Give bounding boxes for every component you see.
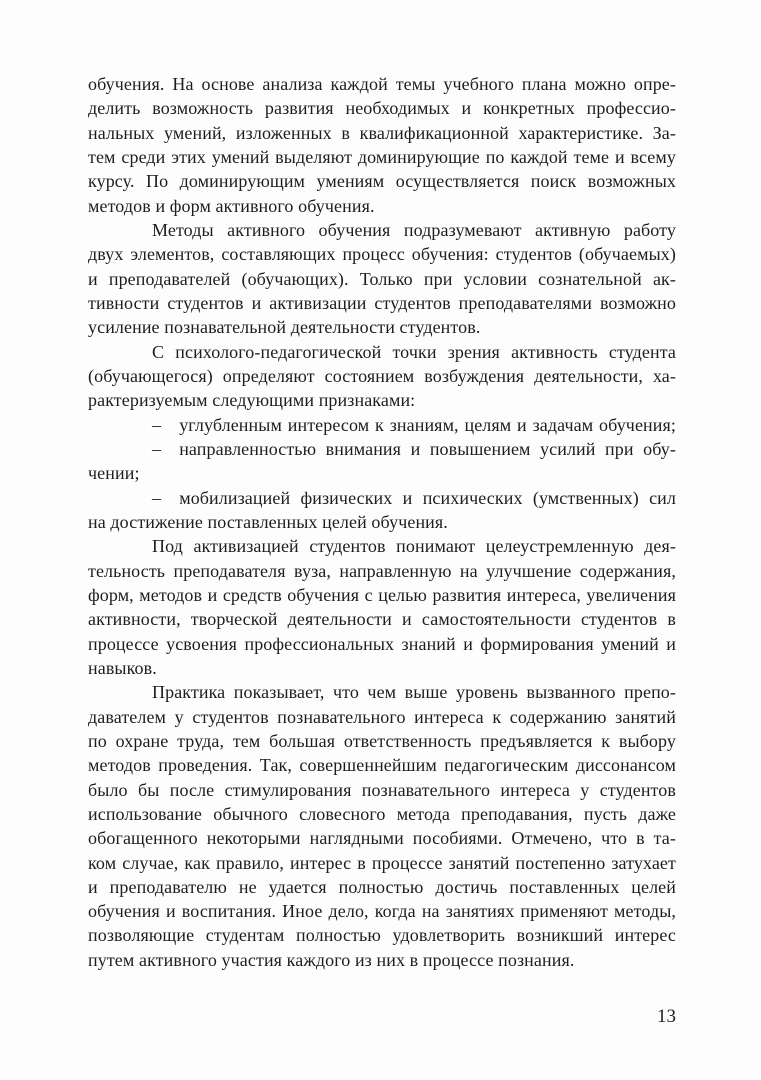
page-text [88,72,676,972]
text-line: Под активизацией студентов понимают целеустремленную дея- [152,536,676,557]
text-line: форм, методов и средств обучения с целью развития интереса, увеличения [88,584,676,605]
text-line: (обучающегося) определяют состоянием возбуждения деятельности, ха- [88,365,676,386]
text-line: обогащенного некоторыми наглядными пособиями. Отмечено, что в та- [88,828,676,849]
text-line: позволяющие студентам полностью удовлетворить возникший интерес [88,925,676,946]
text-line: давателем у студентов познавательного интереса к содержанию занятий [88,706,676,727]
text-line: Методы активного обучения подразумевают активную работу [152,219,676,240]
text-line: рактеризуемым следующими признаками: [88,390,416,411]
page-number: 13 [657,1006,676,1027]
text-line: активности, творческой деятельности и самостоятельности студентов в [88,609,676,630]
paragraph [88,534,676,680]
text-line: – углубленным интересом к знаниям, целям и задачам обучения; [152,414,676,435]
text-line: обучения и воспитания. Иное дело, когда на занятиях применяют методы, [88,901,676,922]
paragraph [88,218,676,340]
text-line: делить возможность развития необходимых и конкретных профессио- [88,98,676,119]
text-line: ком случае, как правило, интерес в процессе занятий постепенно затухает [88,852,676,873]
text-line: двух элементов, составляющих процесс обучения: студентов (обучаемых) [88,244,676,265]
text-line: тивности студентов и активизации студентов преподавателями возможно [88,292,676,313]
text-line: – направленностью внимания и повышением усилий при обу- [152,438,676,459]
text-line: нальных умений, изложенных в квалификационной характеристике. За- [88,122,676,143]
text-line: навыков. [88,657,157,678]
text-line: чении; [88,463,140,484]
text-line: было бы после стимулирования познавательного интереса у студентов [88,779,676,800]
bullet-item [88,413,676,437]
text-line: Практика показывает, что чем выше уровень вызванного препо- [152,682,676,703]
text-line: обучения. На основе анализа каждой темы учебного плана можно опре- [88,74,676,94]
text-line: и преподавателю не удается полностью достичь поставленных целей [88,876,676,897]
text-line: и преподавателей (обучающих). Только при условии сознательной ак- [88,268,676,289]
paragraph [88,680,676,972]
text-line: – мобилизацией физических и психических (умственных) сил [152,487,676,508]
text-line: усиление познавательной деятельности студентов. [88,317,481,338]
text-line: процессе усвоения профессиональных знаний и формирования умений и [88,633,676,654]
text-line: тем среди этих умений выделяют доминирующие по каждой теме и всему [88,146,676,167]
paragraph [88,340,676,413]
text-line: курсу. По доминирующим умениям осуществляется поиск возможных [88,171,676,192]
text-line: путем активного участия каждого из них в процессе познания. [88,949,575,970]
text-line: по охране труда, тем большая ответственность предъявляется к выбору [88,730,676,751]
bullet-item [88,437,676,486]
text-line: использование обычного словесного метода преподавания, пусть даже [88,803,676,824]
text-line: С психолого-педагогической точки зрения активность студента [152,341,676,362]
text-line: тельность преподавателя вуза, направленную на улучшение содержания, [88,560,676,581]
text-line: на достижение поставленных целей обучения. [88,511,448,532]
text-line: методов и форм активного обучения. [88,195,375,216]
bullet-item [88,486,676,535]
paragraph [88,72,676,218]
text-line: методов проведения. Так, совершеннейшим педагогическим диссонансом [88,755,676,776]
